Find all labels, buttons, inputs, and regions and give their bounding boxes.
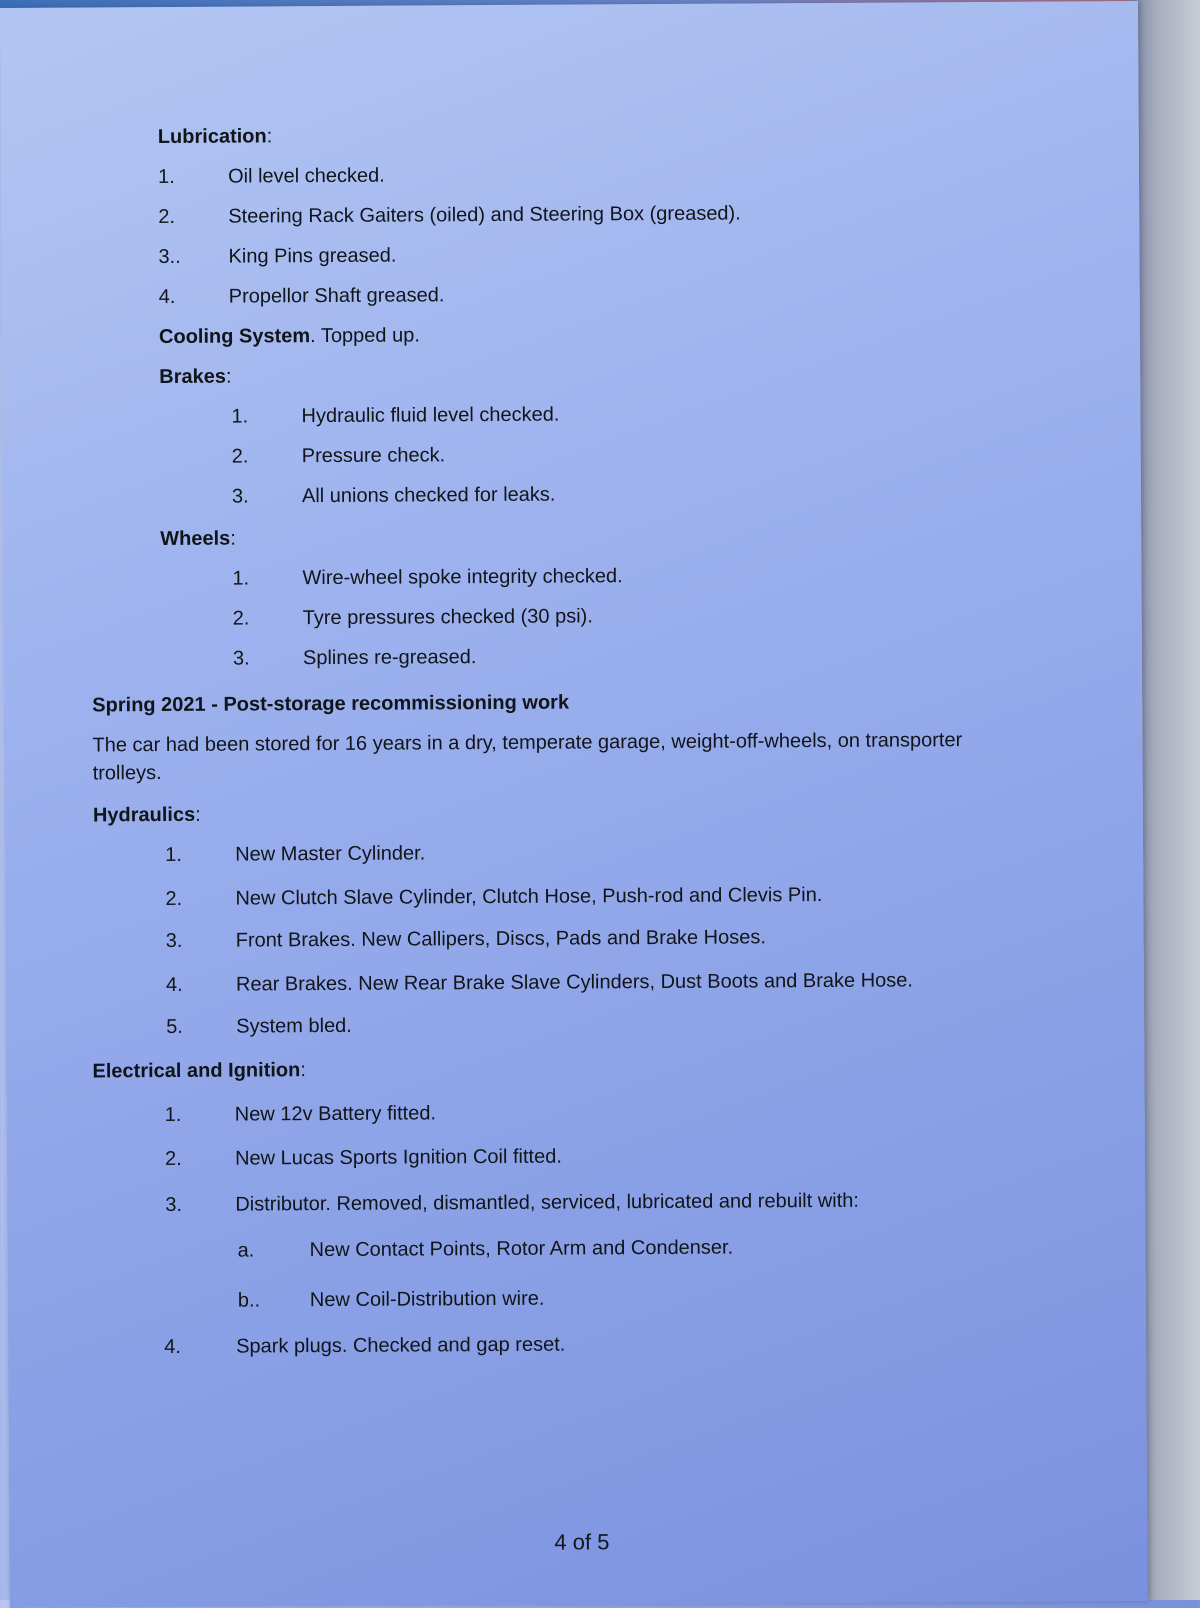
list-number: 4. — [165, 973, 183, 997]
list-text: Front Brakes. New Callipers, Discs, Pads and Brake Hoses. — [235, 926, 766, 952]
cooling-heading: Cooling System. Topped up. — [158, 324, 420, 349]
list-text: Propellor Shaft greased. — [228, 284, 445, 308]
list-number: b.. — [237, 1289, 261, 1312]
list-text: All unions checked for leaks. — [301, 483, 556, 508]
paragraph-line: The car had been stored for 16 years in a dry, temperate garage, weight-off-wheels, on transporter — [92, 729, 963, 757]
list-number: a. — [237, 1239, 255, 1262]
list-text: Hydraulic fluid level checked. — [301, 403, 560, 428]
list-text: Rear Brakes. New Rear Brake Slave Cylinders, Dust Boots and Brake Hose. — [235, 969, 913, 996]
paragraph-line: trolleys. — [92, 762, 162, 785]
list-number: 1. — [164, 1103, 182, 1127]
wheels-heading: Wheels: — [160, 527, 236, 551]
page-number: 4 of 5 — [554, 1529, 610, 1555]
list-text: System bled. — [236, 1014, 352, 1038]
list-number: 2. — [164, 1147, 182, 1171]
list-number: 4. — [158, 285, 176, 309]
list-number: 1. — [231, 405, 249, 428]
list-number: 4. — [164, 1335, 181, 1359]
list-text: New Coil-Distribution wire. — [309, 1287, 545, 1312]
list-number: 2. — [231, 445, 249, 468]
list-number: 3. — [165, 1193, 183, 1217]
list-number: 3. — [232, 647, 250, 670]
list-text: New Lucas Sports Ignition Coil fitted. — [234, 1145, 562, 1170]
brakes-heading: Brakes: — [159, 365, 232, 389]
list-number: 2. — [165, 887, 183, 911]
list-text: Spark plugs. Checked and gap reset. — [236, 1333, 566, 1358]
list-text: King Pins greased. — [228, 244, 397, 268]
list-text: Distributor. Removed, dismantled, serviced, lubricated and rebuilt with: — [235, 1189, 859, 1216]
list-number: 2. — [232, 607, 250, 630]
section-heading: Spring 2021 - Post-storage recommissioning work — [92, 691, 570, 717]
lubrication-heading: Lubrication: — [157, 125, 273, 149]
list-number: 1. — [232, 567, 250, 590]
list-number: 1. — [157, 165, 175, 189]
list-text: New Contact Points, Rotor Arm and Condenser. — [309, 1236, 734, 1262]
hydraulics-heading: Hydraulics: — [92, 803, 201, 827]
list-text: Tyre pressures checked (30 psi). — [302, 605, 593, 630]
list-number: 1. — [165, 843, 182, 867]
list-number: 3.. — [158, 245, 181, 269]
list-text: Pressure check. — [301, 444, 446, 468]
list-text: New 12v Battery fitted. — [234, 1102, 437, 1126]
list-text: Splines re-greased. — [302, 646, 477, 670]
list-number: 3. — [231, 485, 249, 508]
document-page — [0, 1, 1148, 1608]
list-text: Steering Rack Gaiters (oiled) and Steering Box (greased). — [228, 202, 741, 228]
list-number: 2. — [158, 205, 176, 229]
electrical-heading: Electrical and Ignition: — [92, 1059, 306, 1083]
list-text: New Clutch Slave Cylinder, Clutch Hose, Push-rod and Clevis Pin. — [235, 883, 823, 910]
list-number: 5. — [166, 1015, 183, 1039]
list-text: New Master Cylinder. — [235, 842, 426, 866]
list-number: 3. — [165, 929, 183, 953]
list-text: Wire-wheel spoke integrity checked. — [302, 565, 623, 590]
list-text: Oil level checked. — [227, 164, 385, 188]
